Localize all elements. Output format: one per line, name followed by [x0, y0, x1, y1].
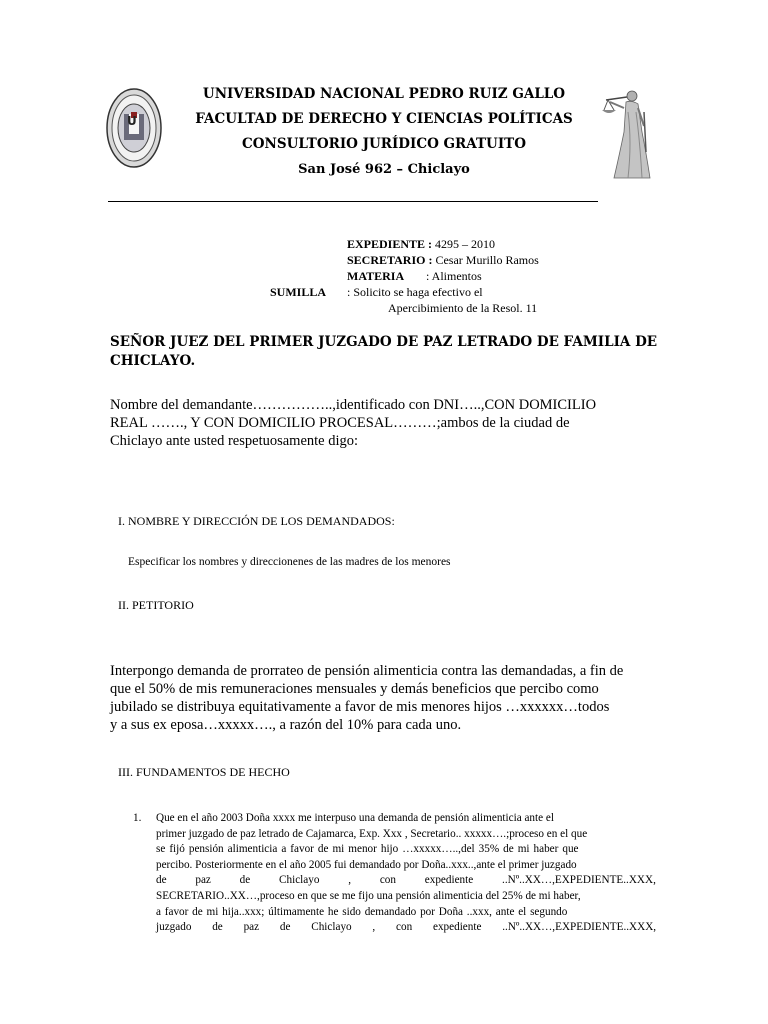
fact-line: a favor de mi hija..xxx; últimamente he sido demandado por Doña ..xxx, ante el segundo	[156, 905, 568, 918]
petitorio-line-4: y a sus ex eposa…xxxxx…., a razón del 10% para cada uno.	[110, 717, 462, 733]
fact-line: juzgado de paz de Chiclayo , con expediente ..Nº..XX…,EXPEDIENTE..XXX,	[156, 921, 657, 934]
university-name: UNIVERSIDAD NACIONAL PEDRO RUIZ GALLO	[202, 86, 566, 102]
fact-line: primer juzgado de paz letrado de Cajamarca, Exp. Xxx , Secretario.. xxxxx….;proceso en el que	[156, 827, 588, 840]
petitorio-line-1: Interpongo demanda de prorrateo de pensión alimenticia contra las demandadas, a fin de	[110, 663, 624, 679]
petitorio-line-3: jubilado se distribuya equitativamente a favor de mis menores hijos …xxxxxx…todos	[110, 699, 610, 715]
intro-line-1: Nombre del demandante……………..,identificado con DNI…..,CON DOMICILIO	[110, 397, 597, 413]
fact-line: se fijó pensión alimenticia a favor de mi menor hijo …xxxxx…..,del 35% de mi haber que	[156, 843, 579, 856]
fact-item-1	[156, 811, 657, 936]
intro-line-2: REAL ……., Y CON DOMICILIO PROCESAL………;ambos de la ciudad de	[110, 415, 570, 431]
materia-line	[347, 269, 482, 284]
sumilla-value-1: : Solicito se haga efectivo el	[347, 285, 483, 299]
intro-line-3: Chiclayo ante usted respetuosamente digo:	[110, 433, 359, 449]
expediente-label: EXPEDIENTE :	[347, 237, 433, 251]
office-address: San José 962 – Chiclayo	[298, 162, 470, 177]
section-1-body: Especificar los nombres y direccionenes de las madres de los menores	[128, 556, 451, 568]
petitorio-line-2: que el 50% de mis remuneraciones mensuales y demás beneficios que percibo como	[110, 681, 599, 697]
addressee-line-2: CHICLAYO.	[110, 353, 196, 369]
office-name: CONSULTORIO JURÍDICO GRATUITO	[242, 136, 526, 152]
section-3-title: III. FUNDAMENTOS DE HECHO	[118, 765, 290, 779]
fact-line: Que en el año 2003 Doña xxxx me interpuso una demanda de pensión alimenticia ante el	[156, 812, 554, 824]
secretario-value: Cesar Murillo Ramos	[435, 253, 539, 267]
secretario-line	[347, 253, 539, 268]
sumilla-value-2: Apercibimiento de la Resol. 11	[388, 301, 538, 315]
addressee-line-1: SEÑOR JUEZ DEL PRIMER JUZGADO DE PAZ LETRADO DE FAMILIA DE	[110, 334, 658, 350]
section-2-title: II. PETITORIO	[118, 598, 194, 612]
fact-line: SECRETARIO..XX…,proceso en que se me fijo una pensión alimenticia del 25% de mi haber,	[156, 889, 581, 902]
section-1-title: I. NOMBRE Y DIRECCIÓN DE LOS DEMANDADOS:	[118, 514, 395, 528]
materia-label: MATERIA	[347, 269, 405, 283]
petitorio-paragraph	[110, 662, 623, 734]
fact-line: de paz de Chiclayo , con expediente ..Nº..XX…,EXPEDIENTE..XXX,	[156, 874, 656, 887]
fact-line: percibo. Posteriormente en el año 2005 fui demandado por Doña..xxx..,ante el primer juzgado	[156, 858, 577, 871]
materia-value: : Alimentos	[426, 269, 482, 283]
expediente-line	[347, 237, 495, 252]
sumilla-label: SUMILLA	[270, 285, 327, 299]
intro-paragraph	[110, 396, 596, 450]
fact-item-number: 1.	[133, 812, 142, 824]
header-divider	[108, 201, 598, 202]
addressee-heading	[110, 333, 657, 371]
expediente-value: 4295 – 2010	[435, 237, 496, 251]
faculty-name: FACULTAD DE DERECHO Y CIENCIAS POLÍTICAS	[195, 111, 573, 127]
secretario-label: SECRETARIO :	[347, 253, 433, 267]
university-seal-letter: U	[127, 114, 137, 128]
